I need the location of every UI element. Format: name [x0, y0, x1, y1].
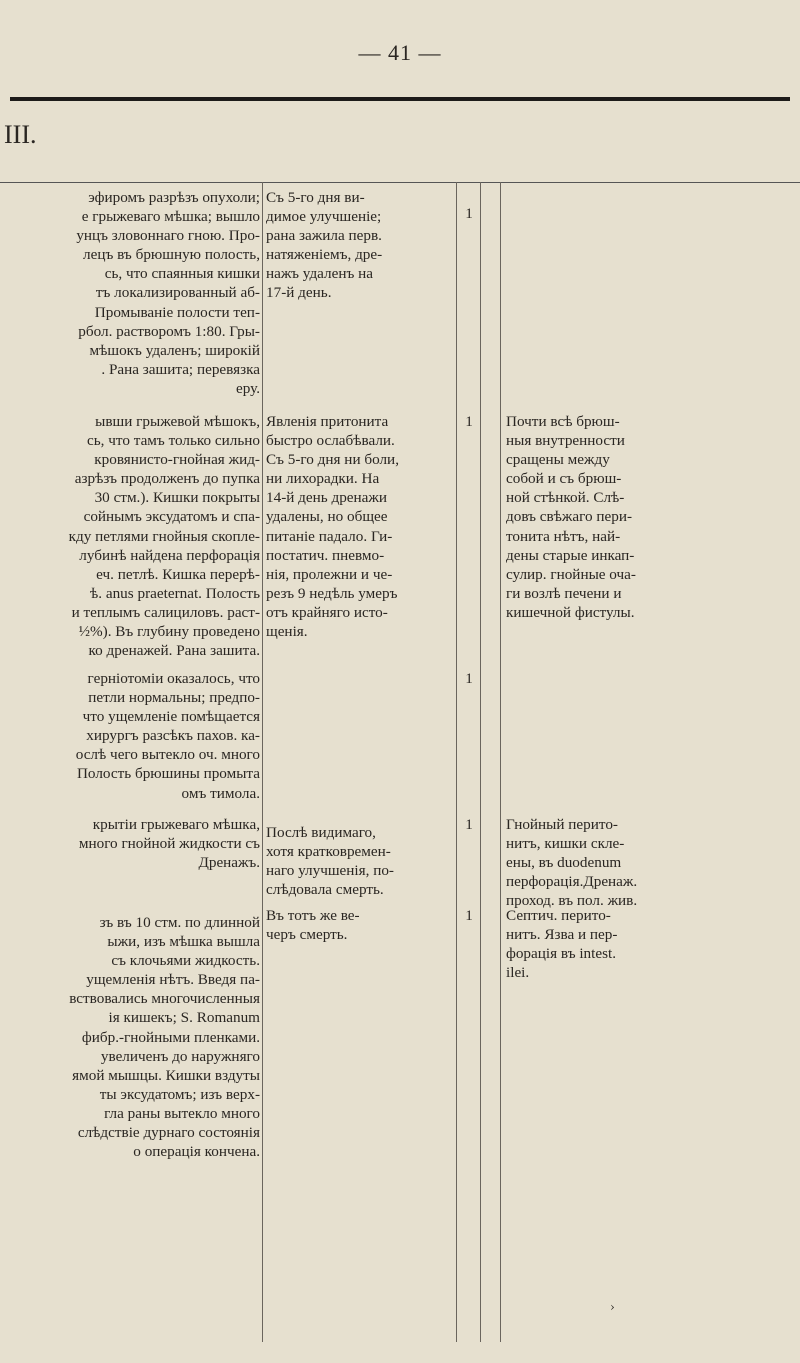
operation-text-2: ывши грыжевой мѣшокъ, сь, что тамъ только сильно кровянисто-гнойная жид- азрѣзъ продолженъ до пупка 30 стм.). Кишки покрыты сойнымъ эксудатомъ и спа- кду петлями гнойныя скопле- лубинѣ найдена перфорація еч. петлѣ. Кишка перерѣ- ѣ. anus praeternat. Полость и теплымъ салициловъ. раст- ½%). Въ глубину проведено ко дренажей. Рана зашита. [68, 413, 260, 660]
footer-mark: › [610, 1300, 615, 1314]
course-text-2: Явленія притонита быстро ослабѣвали. Съ 5-го дня ни боли, ни лихорадки. На 14-й день дренажи удалены, но общее питаніе падало. Ги- постатич. пневмо- нія, пролежни и че- резъ 9 недѣль умеръ отъ крайняго исто- щенія. [266, 413, 399, 641]
case-count-3: 1 [465, 670, 473, 687]
remarks-text-4: Гнойный перито- нитъ, кишки скле- ены, въ duodenum перфорація.Дренаж. проход. въ пол. жив. [506, 816, 638, 910]
operation-text-3: герніотоміи оказалось, что петли нормальны; предпо- что ущемленіе помѣщается хирургъ разсѣкъ пахов. ка- ослѣ чего вытекло оч. много Полость брюшины промыта омъ тимола. [75, 670, 260, 802]
operation-text-1: эфиромъ разрѣзъ опухоли; е грыжеваго мѣшка; вышло унцъ зловоннаго гною. Про- лецъ въ брюшную полость, сь, что спаянныя кишки тъ локализированный аб- Промываніе полости теп- рбол. растворомъ 1:80. Гры- мѣшокъ удаленъ; широкій . Рана зашита; перевязка еру. [76, 189, 260, 397]
column-divider-3 [480, 182, 481, 1342]
header-rule [10, 97, 790, 101]
table-top-rule [0, 182, 800, 183]
operation-text-5: зъ въ 10 стм. по длинной ыжи, изъ мѣшка вышла съ клочьями жидкость. ущемленія нѣтъ. Введя па- вствовались многочисленныя ія кишекъ; S. Romanum фибр.-гнойными пленками. увеличенъ до наружняго ямой мышцы. Кишки вздуты ты эксудатомъ; изъ верх- гла раны вытекло много слѣдствіе дурнаго состоянія о операція кончена. [69, 914, 260, 1161]
operation-text-4: крытіи грыжеваго мѣшка, много гнойной жидкости съ Дренажъ. [78, 816, 260, 872]
case-count-1: 1 [465, 205, 473, 222]
course-text-1: Съ 5-го дня ви- димое улучшеніе; рана зажила перв. натяженіемъ, дре- нажъ удаленъ на 17-й день. [266, 189, 383, 302]
page-number: — 41 — [358, 40, 442, 65]
section-number: III. [4, 120, 37, 149]
column-divider-1 [262, 182, 263, 1342]
remarks-text-2: Почти всѣ брюш- ныя внутренности сращены между собой и съ брюш- ной стѣнкой. Слѣ- довъ свѣжаго пери- тонита нѣтъ, най- дены старые инкап- сулир. гнойные оча- ги возлѣ печени и кишечной фистулы. [506, 413, 636, 621]
column-divider-4 [500, 182, 501, 1342]
course-text-4: Послѣ видимаго, хотя кратковремен- наго улучшенія, по- слѣдовала смерть. [266, 824, 394, 899]
column-divider-2 [456, 182, 457, 1342]
case-count-4: 1 [465, 816, 473, 833]
course-text-5: Въ тотъ же ве- черъ смерть. [266, 907, 360, 944]
case-count-2: 1 [465, 413, 473, 430]
case-count-5: 1 [465, 907, 473, 924]
remarks-text-5: Септич. перито- нитъ. Язва и пер- форація въ intest. ilei. [506, 907, 618, 982]
